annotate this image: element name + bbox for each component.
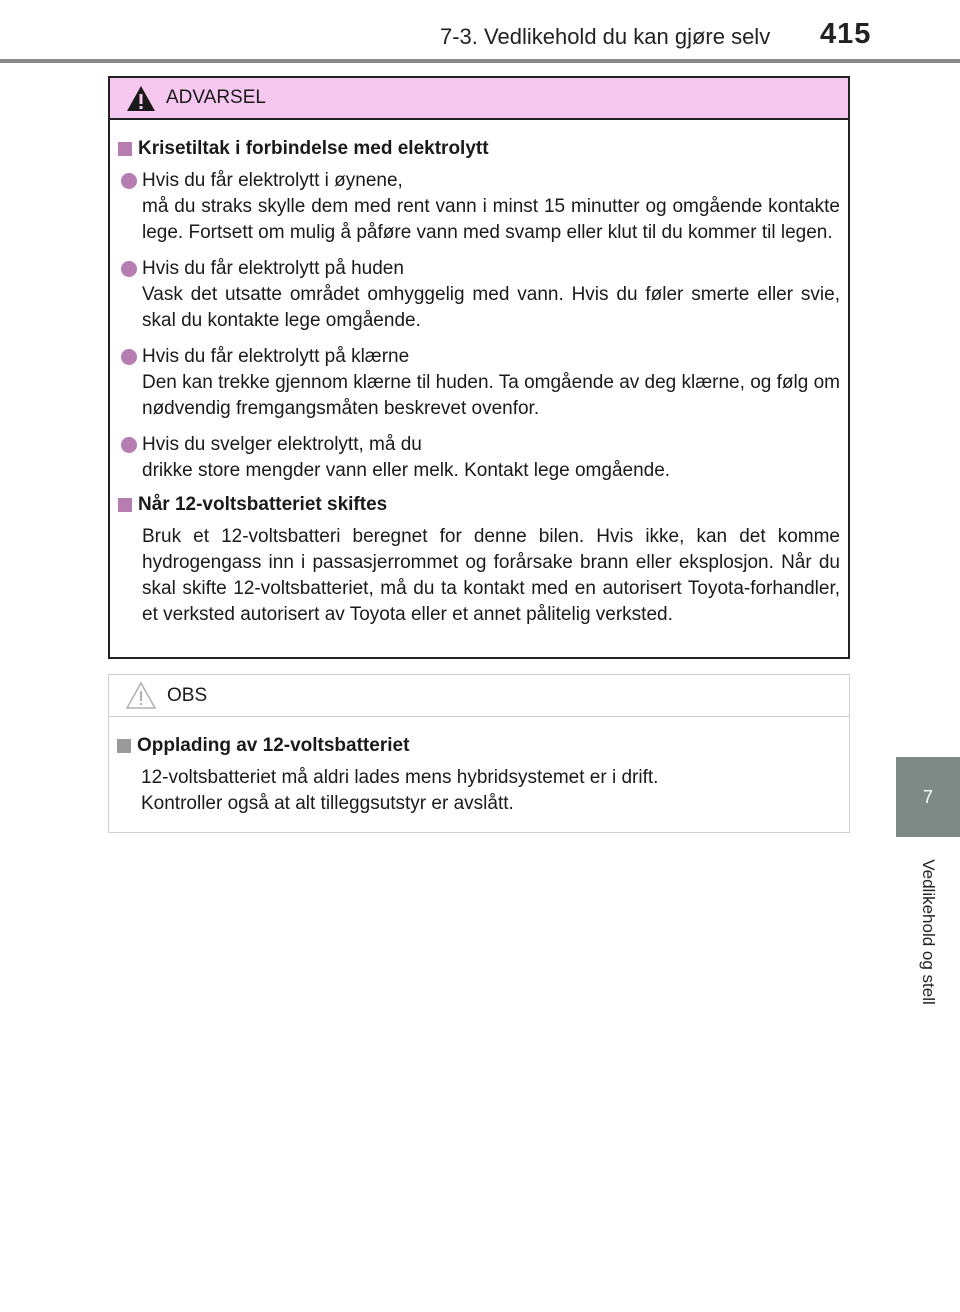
square-bullet-icon xyxy=(117,739,131,753)
section-header: 7-3. Vedlikehold du kan gjøre selv xyxy=(440,24,771,49)
bullet-text: drikke store mengder vann eller melk. Kontakt lege omgående. xyxy=(142,460,671,481)
section-charging-title: Opplading av 12-voltsbatteriet xyxy=(137,735,410,756)
bullet-text: må du straks skylle dem med rent vann i minst 15 minutter og omgående kontakte lege. Fortsett om mulig å påføre vann med svamp eller klut til du kommer til legen. xyxy=(142,196,840,243)
list-item xyxy=(118,168,840,246)
bullet-lead: Hvis du får elektrolytt i øynene, xyxy=(142,170,403,191)
bullet-lead: Hvis du får elektrolytt på huden xyxy=(142,258,404,279)
chapter-title: Vedlikehold og stell xyxy=(919,859,939,1005)
warning-header xyxy=(110,78,848,120)
list-item xyxy=(118,256,840,334)
note-body xyxy=(109,717,849,817)
round-bullet-icon xyxy=(121,349,137,365)
note-title: OBS xyxy=(167,684,208,706)
warning-body xyxy=(110,120,848,628)
square-bullet-icon xyxy=(118,142,132,156)
bullet-text: Den kan trekke gjennom klærne til huden. Ta omgående av deg klærne, og følg om nødvendig fremgangsmåten beskrevet ovenfor. xyxy=(142,372,840,419)
bullet-lead: Hvis du får elektrolytt på klærne xyxy=(142,346,410,367)
round-bullet-icon xyxy=(121,437,137,453)
note-header xyxy=(109,675,849,717)
list-item xyxy=(118,344,840,422)
chapter-side-label xyxy=(896,837,960,1027)
round-bullet-icon xyxy=(121,173,137,189)
header-divider xyxy=(0,59,960,63)
caution-triangle-outline-icon xyxy=(125,681,157,710)
bullet-lead: Hvis du svelger elektrolytt, må du xyxy=(142,434,422,455)
round-bullet-icon xyxy=(121,261,137,277)
warning-title: ADVARSEL xyxy=(166,87,266,108)
page-number: 415 xyxy=(820,18,872,50)
warning-triangle-icon xyxy=(126,85,156,112)
chapter-tab xyxy=(896,757,960,837)
battery-replace-paragraph: Bruk et 12-voltsbatteri beregnet for denne bilen. Hvis ikke, kan det komme hydrogengass inn i passasjerrommet og forårsake brann eller eksplosjon. Når du skal skifte 12-voltsbatteriet, må du ta kontakt med en autorisert Toyota-forhandler, et verksted autorisert av Toyota eller et annet pålitelig verksted. xyxy=(142,526,840,625)
note-box xyxy=(108,674,850,833)
section-electrolyte-title: Krisetiltak i forbindelse med elektrolytt xyxy=(138,138,489,159)
section-battery-replace xyxy=(118,494,840,516)
charging-paragraph xyxy=(117,765,841,817)
charging-line: Kontroller også at alt tilleggsutstyr er avslått. xyxy=(141,793,514,814)
bullet-text: Vask det utsatte området omhyggelig med vann. Hvis du føler smerte eller svie, skal du kontakte lege omgående. xyxy=(142,284,840,331)
square-bullet-icon xyxy=(118,498,132,512)
list-item xyxy=(118,432,840,484)
section-charging xyxy=(117,735,841,757)
charging-line: 12-voltsbatteriet må aldri lades mens hybridsystemet er i drift. xyxy=(141,767,659,788)
section-battery-replace-title: Når 12-voltsbatteriet skiftes xyxy=(138,494,388,515)
section-electrolyte xyxy=(118,138,840,160)
chapter-number: 7 xyxy=(922,786,933,807)
warning-box xyxy=(108,76,850,659)
